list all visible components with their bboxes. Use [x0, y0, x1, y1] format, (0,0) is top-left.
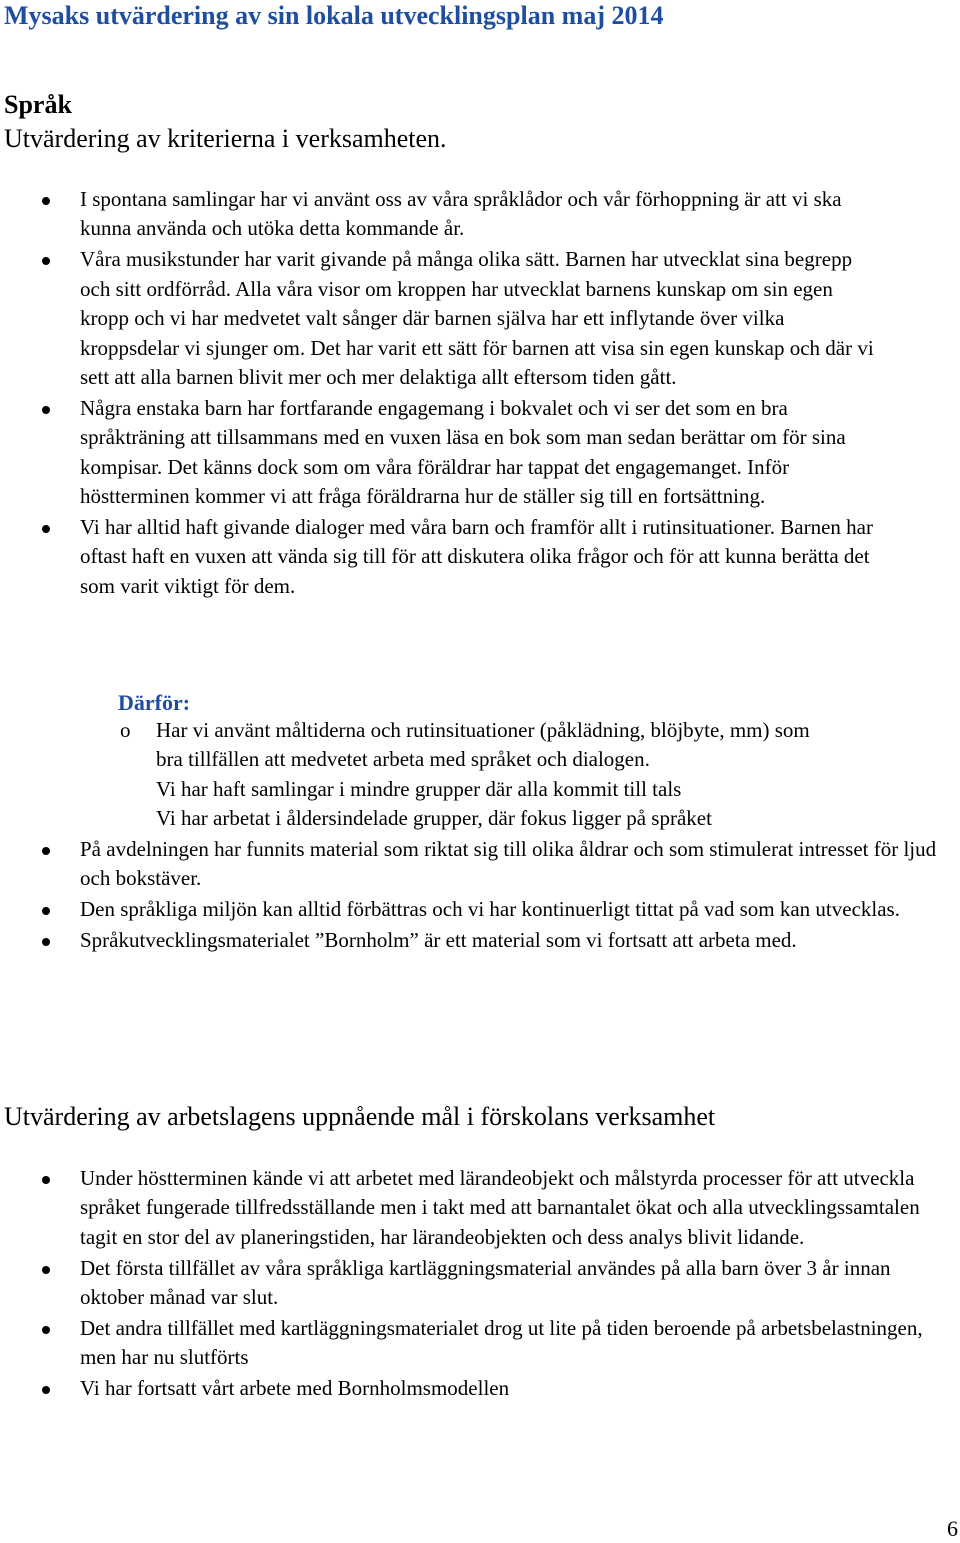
bullet-icon [42, 1176, 50, 1184]
list-item-text: I spontana samlingar har vi använt oss av våra språklådor och vår förhoppning är att vi ska kunna använda och utöka detta kommande år. [80, 187, 842, 241]
bullet-icon [42, 525, 50, 533]
bullet-icon [42, 1266, 50, 1274]
bullet-list-criteria [0, 185, 876, 603]
list-item [0, 245, 876, 392]
o-list-line [0, 804, 960, 833]
list-item-text: Vi har fortsatt vårt arbete med Bornholmsmodellen [80, 1376, 510, 1401]
list-item [0, 926, 960, 955]
list-item [0, 835, 960, 894]
darfor-label: Därför: [118, 690, 191, 715]
o-list-line [0, 716, 960, 745]
darfor-list [0, 716, 960, 834]
list-item [0, 513, 876, 601]
list-item-text: Språkutvecklingsmaterialet ”Bornholm” är ett material som vi fortsatt att arbeta med. [80, 928, 797, 953]
list-item [0, 185, 876, 244]
o-list-text: Vi har arbetat i åldersindelade grupper, där fokus ligger på språket [156, 806, 712, 831]
bullet-icon [42, 197, 50, 205]
o-list-text: Har vi använt måltiderna och rutinsituationer (påklädning, blöjbyte, mm) som [156, 718, 810, 742]
o-list-text: Vi har haft samlingar i mindre grupper där alla kommit till tals [156, 776, 682, 801]
list-item-text: Det första tillfället av våra språkliga kartläggningsmaterial användes på alla barn över 3 år innan oktober månad var slut. [80, 1255, 891, 1310]
bullet-icon [42, 406, 50, 414]
list-item-text: Våra musikstunder har varit givande på många olika sätt. Barnen har utvecklat sina begrepp och sitt ordförråd. Alla våra visor om kroppen har utvecklat barnens kunskap om sin egen kropp och vi har medvetet valt sånger där barnen själva har ett inflytande över vilka kroppsdelar vi sjunger om. Det har varit ett sätt för barnen att visa sin egen kunskap och där vi sett att alla barnen blivit mer och mer delaktiga allt eftersom tiden gått. [80, 247, 874, 389]
list-item-text: Vi har alltid haft givande dialoger med våra barn och framför allt i rutinsituationer. Barnen har oftast haft en vuxen att vända sig till för att diskutera olika frågor och för att kunna berätta det som varit viktigt för dem. [80, 514, 873, 598]
section-heading-evaluation: Utvärdering av arbetslagens uppnående mål i förskolans verksamhet [4, 1102, 716, 1131]
bullet-icon [42, 1326, 50, 1334]
list-item-text: Under höstterminen kände vi att arbetet med lärandeobjekt och målstyrda processer för att utveckla språket fungerade tillfredsställande men i takt med att barnantalet ökat och alla utvecklingssamtalen tagit en stor del av planeringstiden, har lärandeobjekten och dess analys blivit lidande. [80, 1166, 920, 1249]
bullet-icon [42, 847, 50, 855]
list-item [0, 1164, 950, 1252]
bullet-list-evaluation [0, 1164, 950, 1405]
bullet-icon [42, 907, 50, 915]
bullet-icon [42, 1386, 50, 1394]
list-item [0, 394, 876, 512]
list-item [0, 1314, 950, 1373]
o-bullet-marker: o [120, 718, 131, 742]
page-number: 6 [947, 1516, 958, 1541]
list-item-text: Den språkliga miljön kan alltid förbättras och vi har kontinuerligt tittat på vad som kan utvecklas. [80, 897, 900, 922]
document-title: Mysaks utvärdering av sin lokala utvecklingsplan maj 2014 [4, 1, 664, 30]
list-item [0, 895, 960, 924]
bullet-icon [42, 938, 50, 946]
section-subheading: Utvärdering av kriterierna i verksamheten. [4, 124, 447, 153]
o-list-line [0, 745, 960, 774]
bullet-list-material [0, 835, 960, 957]
list-item-text: På avdelningen har funnits material som riktat sig till olika åldrar och som stimulerat intresset för ljud och bokstäver. [80, 837, 937, 891]
o-list-text: bra tillfällen att medvetet arbeta med språket och dialogen. [156, 747, 650, 772]
list-item [0, 1374, 950, 1403]
o-list-line [0, 775, 960, 804]
list-item [0, 1254, 950, 1313]
list-item-text: Det andra tillfället med kartläggningsmaterialet drog ut lite på tiden beroende på arbetsbelastningen, men har nu slutförts [80, 1316, 923, 1370]
bullet-icon [42, 257, 50, 265]
list-item-text: Några enstaka barn har fortfarande engagemang i bokvalet och vi ser det som en bra språkträning att tillsammans med en vuxen läsa en bok som man sedan berättar om för sina kompisar. Det känns dock som om våra föräldrar har tappat det engagemanget. Inför höstterminen kommer vi att fråga föräldrarna hur de ställer sig till en fortsättning. [80, 395, 846, 509]
section-heading-sprak: Språk [4, 90, 72, 119]
